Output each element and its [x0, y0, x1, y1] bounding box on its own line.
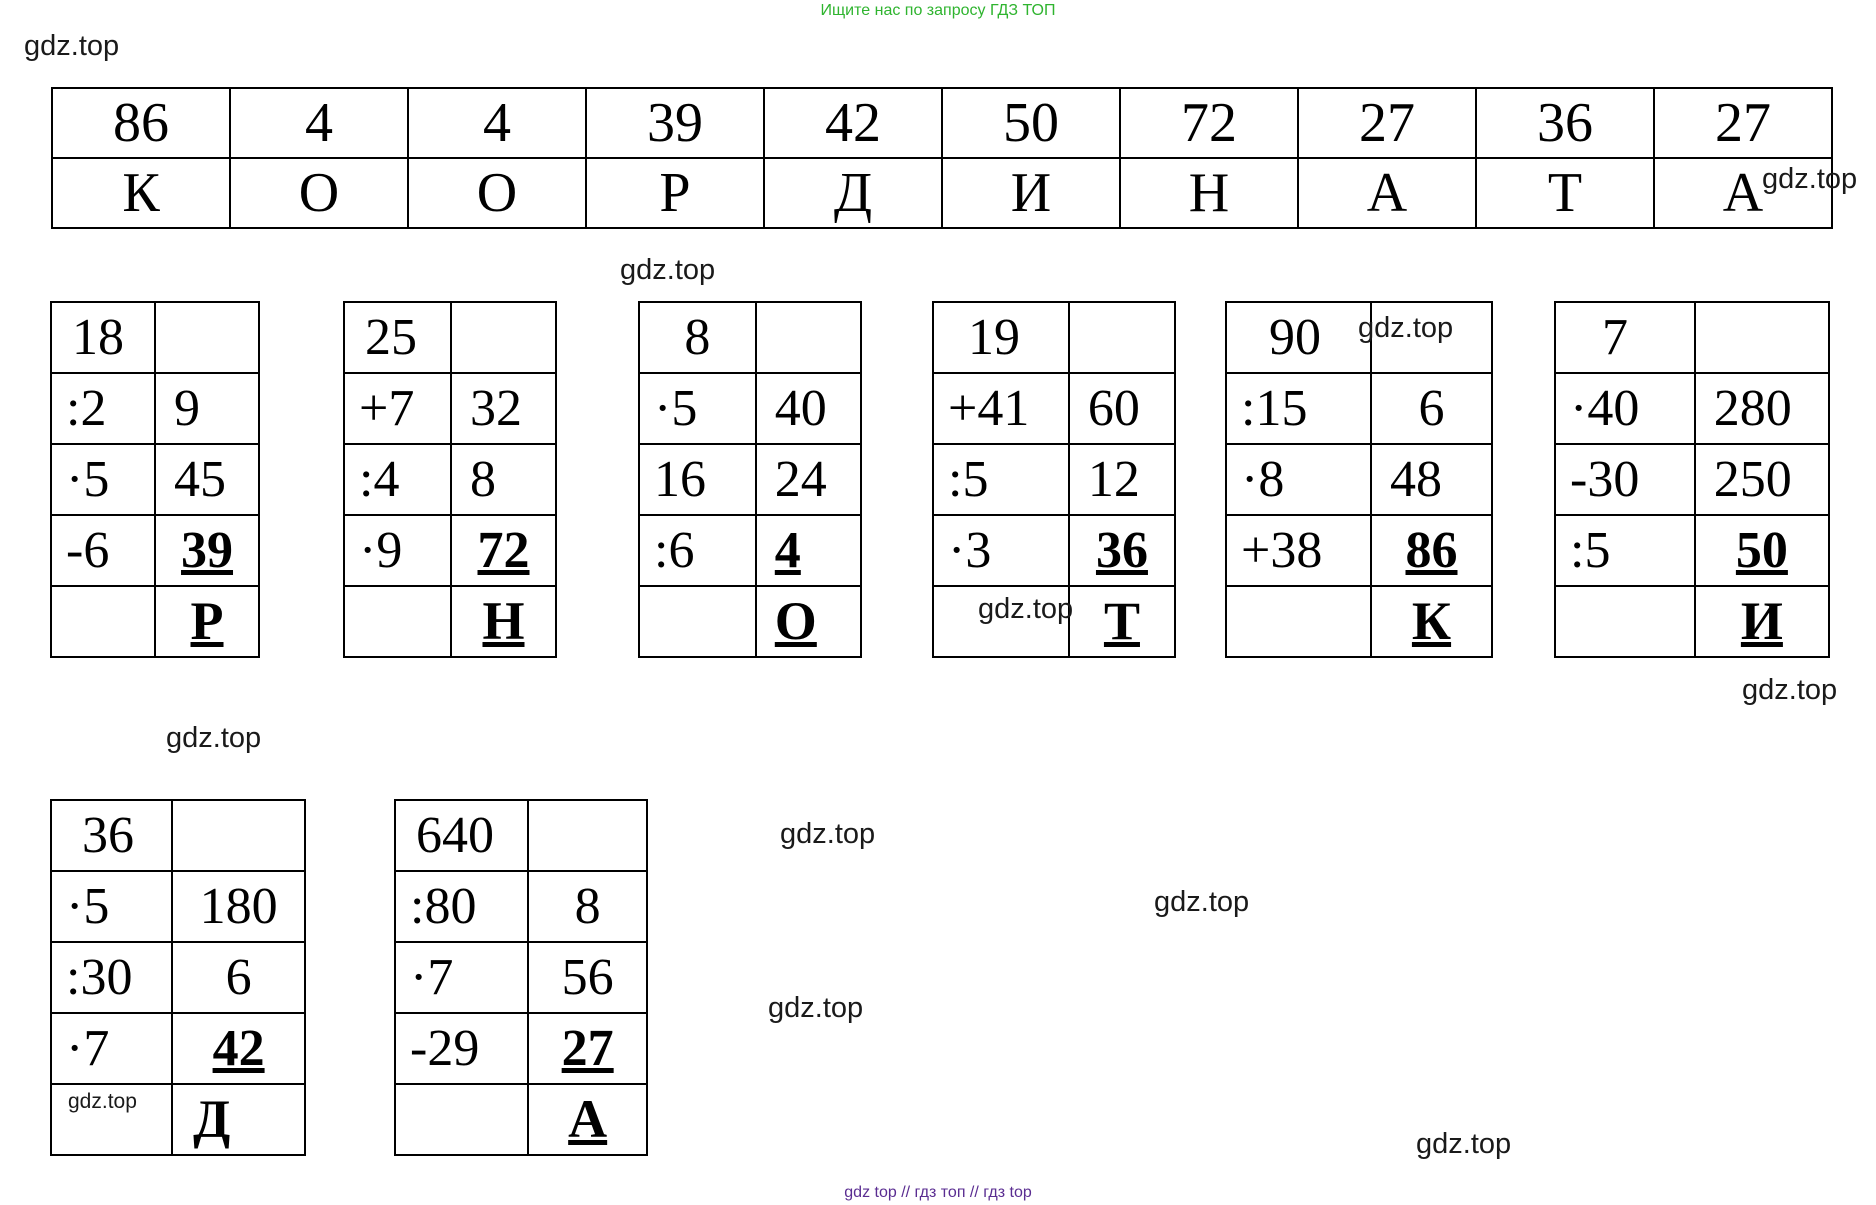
chain-letter: И [1695, 586, 1829, 657]
chain-answer: 36 [1069, 515, 1175, 586]
chain-op: -29 [395, 1013, 528, 1084]
chain-table-1 [50, 301, 260, 658]
chain-result: 6 [172, 942, 305, 1013]
chain-op: ·3 [933, 515, 1069, 586]
chain-result: 180 [172, 871, 305, 942]
key-numbers-row [52, 88, 1832, 158]
watermark: gdz.top [780, 818, 876, 850]
chain-letter: К [1371, 586, 1492, 657]
key-letter: Н [1120, 158, 1298, 228]
chain-op: :30 [51, 942, 172, 1013]
chain-table-8 [394, 799, 648, 1156]
watermark: gdz.top [978, 593, 1074, 625]
key-letter: Т [1476, 158, 1654, 228]
chain-op: ·9 [344, 515, 451, 586]
chain-table-6 [1554, 301, 1830, 658]
chain-table-5 [1225, 301, 1493, 658]
key-number: 86 [52, 88, 230, 158]
watermark: gdz.top [1742, 674, 1838, 706]
watermark: gdz.top [166, 722, 262, 754]
key-table [51, 87, 1833, 229]
key-number: 27 [1654, 88, 1832, 158]
watermark: gdz.top [1358, 312, 1454, 344]
chain-op: +41 [933, 373, 1069, 444]
top-banner[interactable]: Ищите нас по запросу ГДЗ ТОП [820, 2, 1056, 19]
key-letter: Р [586, 158, 764, 228]
chain-letter: О [756, 586, 861, 657]
chain-start: 19 [933, 302, 1069, 373]
chain-result: 6 [1371, 373, 1492, 444]
key-letter: О [408, 158, 586, 228]
key-number: 4 [230, 88, 408, 158]
chain-result: 45 [155, 444, 259, 515]
chain-result: 9 [155, 373, 259, 444]
footer-links[interactable]: gdz top // гдз топ // гдз top [844, 1184, 1032, 1201]
chain-op: ·7 [51, 1013, 172, 1084]
watermark: gdz.top [620, 254, 716, 286]
chain-answer: 72 [451, 515, 556, 586]
key-letter: К [52, 158, 230, 228]
chain-answer: 27 [528, 1013, 647, 1084]
chain-table-2 [343, 301, 557, 658]
chain-start: 36 [51, 800, 172, 871]
chain-answer: 4 [756, 515, 861, 586]
key-letter: А [1298, 158, 1476, 228]
chain-op: :5 [933, 444, 1069, 515]
chain-op: ·5 [51, 444, 155, 515]
chain-result: 40 [756, 373, 861, 444]
chain-op: :4 [344, 444, 451, 515]
key-letter: А [1654, 158, 1832, 228]
chain-op: ·5 [639, 373, 756, 444]
chain-op: :6 [639, 515, 756, 586]
chain-op: ·7 [395, 942, 528, 1013]
chain-letter: Н [451, 586, 556, 657]
watermark: gdz.top [1154, 886, 1250, 918]
chain-result: 250 [1695, 444, 1829, 515]
chain-result: 8 [451, 444, 556, 515]
chain-result: 60 [1069, 373, 1175, 444]
chain-start: 90 [1226, 302, 1371, 373]
watermark: gdz.top [1762, 163, 1858, 195]
key-number: 4 [408, 88, 586, 158]
key-number: 36 [1476, 88, 1654, 158]
chain-letter: А [528, 1084, 647, 1155]
chain-op: :15 [1226, 373, 1371, 444]
chain-letter: Т [1069, 586, 1175, 657]
key-letters-row [52, 158, 1832, 228]
chain-op: ·40 [1555, 373, 1695, 444]
chain-op: 16 [639, 444, 756, 515]
chain-op: ·8 [1226, 444, 1371, 515]
watermark: gdz.top [768, 992, 864, 1024]
key-number: 39 [586, 88, 764, 158]
chain-answer: 50 [1695, 515, 1829, 586]
chain-table-3 [638, 301, 862, 658]
key-number: 42 [764, 88, 942, 158]
chain-op: :2 [51, 373, 155, 444]
chain-result: 280 [1695, 373, 1829, 444]
key-letter: О [230, 158, 408, 228]
chain-start: 25 [344, 302, 451, 373]
chain-result: 12 [1069, 444, 1175, 515]
chain-answer: 42 [172, 1013, 305, 1084]
chain-op: -30 [1555, 444, 1695, 515]
key-number: 50 [942, 88, 1120, 158]
key-letter: И [942, 158, 1120, 228]
chain-op: -6 [51, 515, 155, 586]
chain-start: 18 [51, 302, 155, 373]
chain-answer: 86 [1371, 515, 1492, 586]
chain-op: :80 [395, 871, 528, 942]
chain-start: 8 [639, 302, 756, 373]
chain-op: +7 [344, 373, 451, 444]
chain-letter: Д [172, 1084, 305, 1155]
chain-result: 48 [1371, 444, 1492, 515]
watermark: gdz.top [68, 1090, 137, 1113]
key-number: 72 [1120, 88, 1298, 158]
watermark: gdz.top [24, 30, 120, 62]
chain-letter: Р [155, 586, 259, 657]
watermark: gdz.top [1416, 1128, 1512, 1160]
chain-result: 56 [528, 942, 647, 1013]
chain-start: 640 [395, 800, 528, 871]
chain-result: 32 [451, 373, 556, 444]
chain-start: 7 [1555, 302, 1695, 373]
chain-op: :5 [1555, 515, 1695, 586]
chain-result: 8 [528, 871, 647, 942]
key-letter: Д [764, 158, 942, 228]
key-number: 27 [1298, 88, 1476, 158]
chain-result: 24 [756, 444, 861, 515]
chain-op: ·5 [51, 871, 172, 942]
chain-op: +38 [1226, 515, 1371, 586]
chain-answer: 39 [155, 515, 259, 586]
